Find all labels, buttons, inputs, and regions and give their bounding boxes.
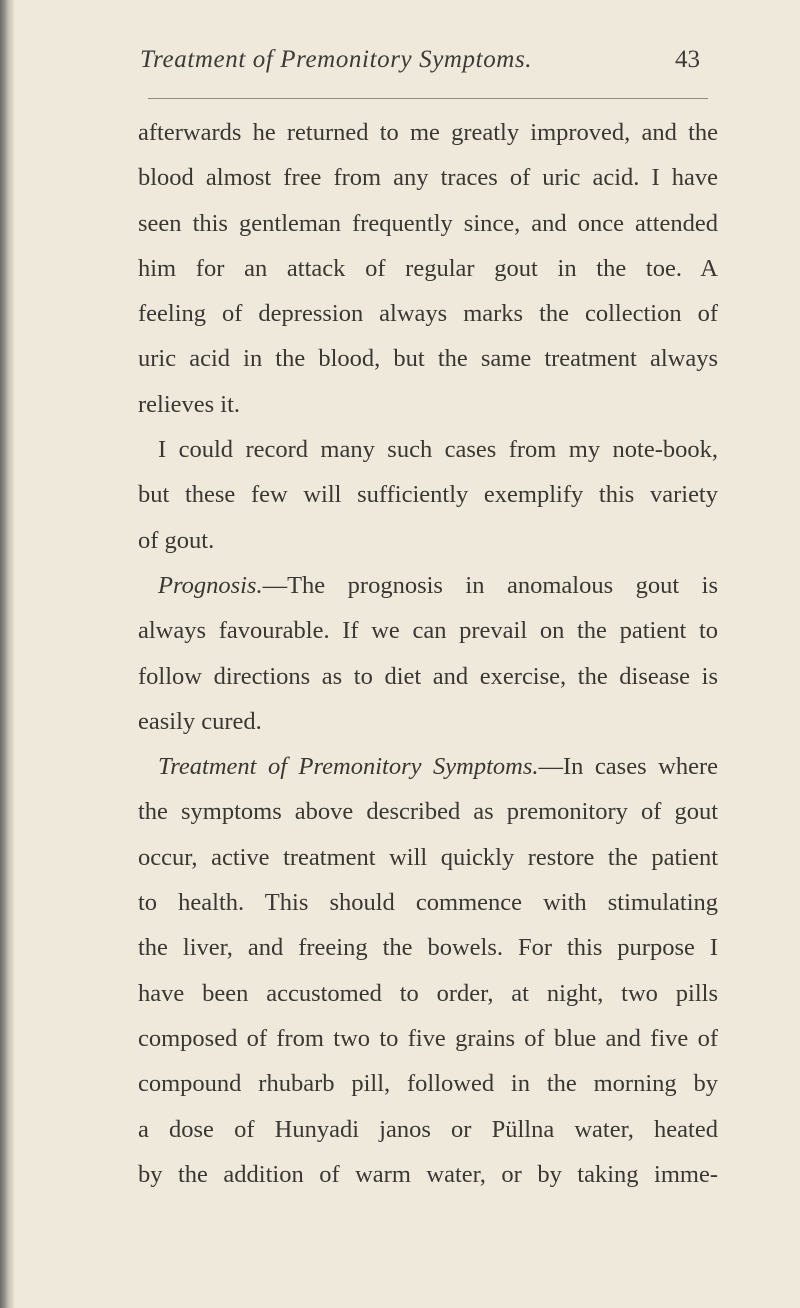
- running-head-title: Treatment of Premonitory Symptoms.: [140, 46, 533, 73]
- text-line: to health. This should commence with stimulating: [138, 889, 718, 917]
- text-line: the symptoms above described as premonitory of gout: [138, 798, 718, 826]
- text-line: of gout.: [138, 526, 215, 554]
- text-line: feeling of depression always marks the collection of: [138, 300, 718, 328]
- text-line: have been accustomed to order, at night, two pills: [138, 979, 718, 1007]
- text-line: a dose of Hunyadi janos or Püllna water, heated: [138, 1115, 718, 1143]
- page-binding-edge: [0, 0, 14, 1308]
- text-line: afterwards he returned to me greatly improved, and the: [138, 119, 718, 146]
- text-line: follow directions as to diet and exercise, the disease is: [138, 662, 718, 690]
- text-line: by the addition of warm water, or by taking imme-: [138, 1160, 718, 1188]
- text-line: always favourable. If we can prevail on the patient to: [138, 617, 718, 645]
- header-rule: [148, 98, 708, 99]
- text-line: him for an attack of regular gout in the toe. A: [138, 254, 718, 282]
- text-line: I could record many such cases from my note-book,: [158, 436, 718, 464]
- text-line: easily cured.: [138, 707, 262, 735]
- body-text: [138, 110, 718, 1197]
- text-line: uric acid in the blood, but the same treatment always: [138, 345, 718, 373]
- text-line: blood almost free from any traces of uric acid. I have: [138, 164, 718, 192]
- text-line: but these few will sufficiently exemplify this variety: [138, 481, 718, 509]
- text-line: the liver, and freeing the bowels. For this purpose I: [138, 934, 718, 962]
- text-line: seen this gentleman frequently since, and once attended: [138, 209, 718, 237]
- text-line: relieves it.: [138, 390, 241, 418]
- text-line: compound rhubarb pill, followed in the morning by: [138, 1070, 718, 1098]
- text-line: composed of from two to five grains of blue and five of: [138, 1024, 718, 1052]
- treatment-paragraph-first-line: [138, 744, 718, 789]
- text-fragment: —The prognosis in anomalous gout is: [262, 571, 718, 599]
- running-head: [140, 46, 700, 86]
- prognosis-heading: Prognosis.: [158, 571, 263, 599]
- page-number: 43: [675, 46, 700, 73]
- prognosis-paragraph-first-line: [138, 563, 718, 608]
- text-line: occur, active treatment will quickly restore the patient: [138, 843, 718, 871]
- treatment-heading: Treatment of Premonitory Symptoms.: [158, 753, 539, 781]
- text-fragment: —In cases where: [538, 753, 719, 781]
